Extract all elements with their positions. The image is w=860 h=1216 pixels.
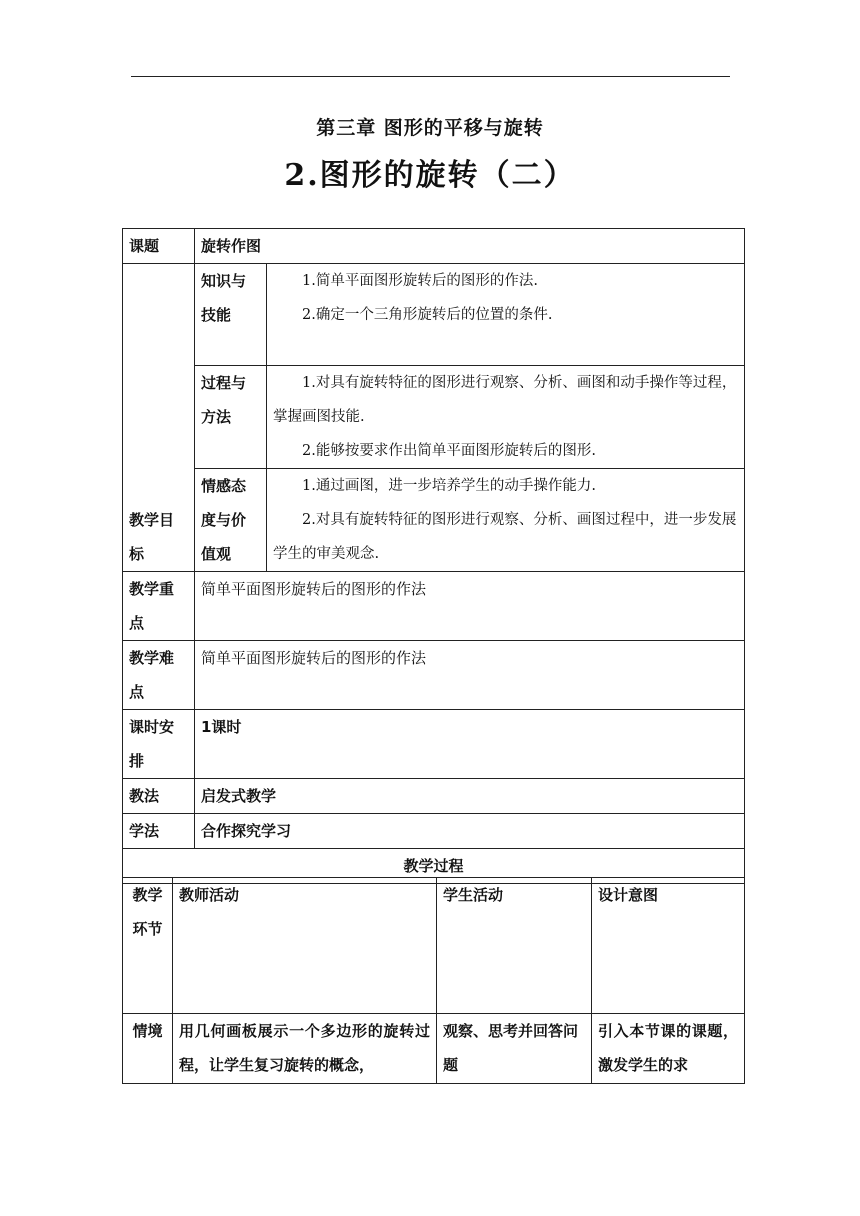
process-table <box>122 877 745 1084</box>
objective-item: 2.确定一个三角形旋转后的位置的条件. <box>302 307 553 323</box>
lesson-plan-table <box>122 228 745 884</box>
objective-row <box>123 264 745 366</box>
objective-row <box>123 469 745 572</box>
objective-item: 1.简单平面图形旋转后的图形的作法. <box>302 273 538 289</box>
objective-content <box>267 469 745 572</box>
objective-item: 2.对具有旋转特征的图形进行观察、分析、画图过程中，进一步发展学生的审美观念. <box>273 512 737 562</box>
difficulty-label: 教学难点 <box>123 641 195 710</box>
process-design-intent: 引入本节课的课题，激发学生的求 <box>592 1014 745 1084</box>
hours-value: 1课时 <box>195 710 745 779</box>
difficulty-row <box>123 641 745 710</box>
study-label: 学法 <box>123 814 195 849</box>
objective-content <box>267 366 745 469</box>
process-header-intent: 设计意图 <box>592 878 745 1014</box>
process-title: 教学过程 <box>123 849 745 884</box>
method-value: 启发式教学 <box>195 779 745 814</box>
process-stage: 情境 <box>123 1014 173 1084</box>
objective-category-label: 过程与方法 <box>195 366 267 469</box>
process-teacher-activity: 用几何画板展示一个多边形的旋转过程，让学生复习旋转的概念， <box>173 1014 437 1084</box>
objective-item: 2.能够按要求作出简单平面图形旋转后的图形. <box>302 443 596 459</box>
topic-row <box>123 229 745 264</box>
key-point-label: 教学重点 <box>123 572 195 641</box>
study-value: 合作探究学习 <box>195 814 745 849</box>
lesson-title: 2.图形的旋转（二） <box>284 158 576 193</box>
process-student-activity: 观察、思考并回答问题 <box>437 1014 592 1084</box>
difficulty-value: 简单平面图形旋转后的图形的作法 <box>195 641 745 710</box>
method-row <box>123 779 745 814</box>
process-header-student: 学生活动 <box>437 878 592 1014</box>
hours-row <box>123 710 745 779</box>
study-row <box>123 814 745 849</box>
hours-label: 课时安排 <box>123 710 195 779</box>
process-header-teacher: 教师活动 <box>173 878 437 1014</box>
process-header-stage: 教学环节 <box>123 878 173 1014</box>
method-label: 教法 <box>123 779 195 814</box>
objective-category-label: 情感态度与价值观 <box>195 469 267 572</box>
key-point-value: 简单平面图形旋转后的图形的作法 <box>195 572 745 641</box>
chapter-title: 第三章 图形的平移与旋转 <box>316 117 544 139</box>
topic-label: 课题 <box>123 229 195 264</box>
process-row <box>123 1014 745 1084</box>
key-point-row <box>123 572 745 641</box>
objective-row <box>123 366 745 469</box>
objective-category-label: 知识与技能 <box>195 264 267 366</box>
header-rule <box>131 76 730 77</box>
objectives-label: 教学目标 <box>123 264 195 572</box>
objective-item: 1.通过画图，进一步培养学生的动手操作能力. <box>302 478 596 494</box>
objective-content <box>267 264 745 366</box>
process-header-row <box>123 878 745 1014</box>
objective-item: 1.对具有旋转特征的图形进行观察、分析、画图和动手操作等过程，掌握画图技能. <box>273 375 737 425</box>
topic-value: 旋转作图 <box>195 229 745 264</box>
